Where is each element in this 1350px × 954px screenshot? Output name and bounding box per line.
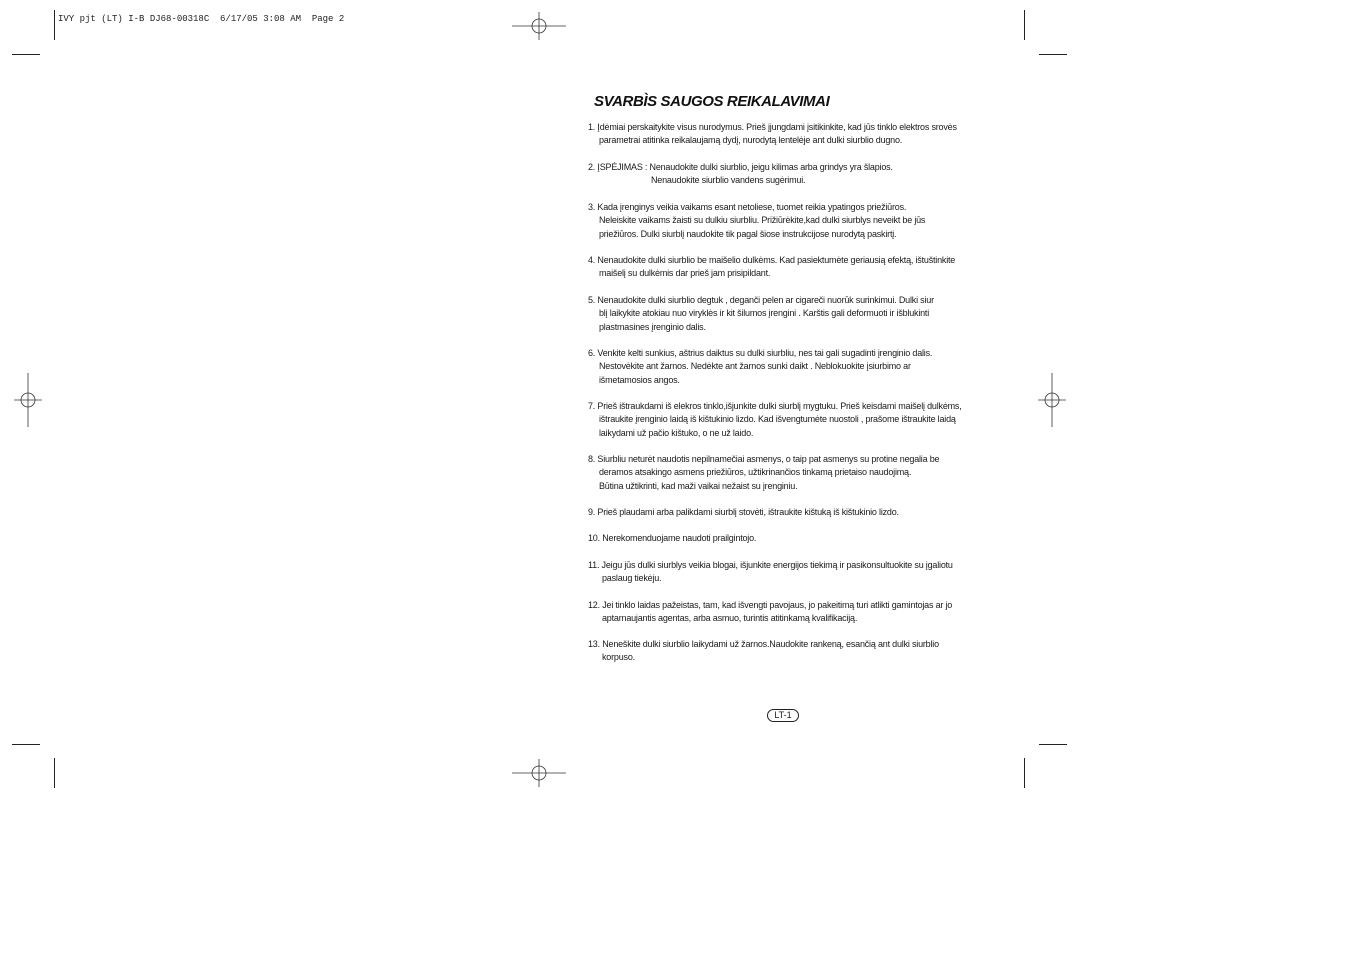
item-line: išmetamosios angos. — [599, 374, 680, 385]
list-item — [588, 294, 934, 334]
item-line: paslaug tiekėju. — [602, 573, 662, 584]
list-item — [588, 400, 962, 440]
list-item — [588, 121, 957, 148]
list-item — [588, 453, 939, 493]
list-item — [588, 638, 939, 665]
item-line: laikydami už pačio kištuko, o ne už laido. — [599, 427, 754, 438]
list-item — [588, 254, 955, 281]
item-line: 13. Neneškite dulki siurblio laikydami už žarnos.Naudokite rankeną, esančią ant dulki siurblio — [588, 639, 939, 649]
crop-mark-bottom-right-h — [1039, 744, 1067, 745]
item-line: 4. Nenaudokite dulki siurblio be maišelio dulkėms. Kad pasiektumėte geriausią efektą, ištuštinkite — [588, 255, 956, 265]
item-line: blį laikykite atokiau nuo viryklės ir kit šilumos įrengini . Karštis gali deformuoti ir išblukinti — [599, 308, 930, 319]
item-line: priežiūros. Dulki siurblį naudokite tik pagal šiose instrukcijose nurodytą paskirtį. — [599, 228, 897, 239]
item-line: 6. Venkite kelti sunkius, aštrius daiktus su dulki siurbliu, nes tai gali sugadinti įrenginio dalis. — [588, 348, 933, 358]
list-item — [588, 559, 953, 586]
list-item — [588, 532, 756, 545]
item-line: Būtina užtikrinti, kad maži vaikai nežaist su įrenginiu. — [599, 480, 798, 491]
list-item — [588, 161, 893, 188]
registration-mark-top — [512, 12, 566, 40]
item-line: 10. Nerekomenduojame naudoti prailgintojo. — [588, 533, 757, 543]
item-line: ištraukite įrenginio laidą iš kištukinio lizdo. Kad išvengtumėte nuostoli , prašome ištraukite laidą — [599, 414, 956, 425]
item-line: 11. Jeigu jūs dulki siurblys veikia blogai, išjunkite energijos tiekimą ir pasikonsultuokite su įgaliotu — [588, 560, 953, 570]
item-line: 9. Prieš plaudami arba palikdami siurblį stovėti, ištraukite kištuką iš kištukinio lizdo. — [588, 507, 899, 517]
item-line: parametrai atitinka reikalaujamą dydį, nurodytą lentelėje ant dulki siurblio dugno. — [599, 135, 903, 146]
item-line: plastmasines įrenginio dalis. — [599, 321, 706, 332]
crop-mark-top-right-h — [1039, 54, 1067, 55]
item-line: Nestovėkite ant žarnos. Nedėkte ant žarnos sunki daikt . Neblokuokite įsiurbimo ar — [599, 361, 911, 372]
crop-mark-top-right-v — [1024, 10, 1025, 40]
crop-mark-top-left-v — [54, 10, 55, 40]
item-line: 12. Jei tinklo laidas pažeistas, tam, kad išvengti pavojaus, jo pakeitimą turi atlikti gamintojas ar jo — [588, 600, 953, 610]
item-line: Nenaudokite siurblio vandens sugėrimui. — [651, 175, 806, 186]
item-line: korpuso. — [602, 652, 635, 663]
item-line: 8. Siurbliu neturėt naudotis nepilnamečiai asmenys, o taip pat asmenys su protine negalia be — [588, 454, 940, 464]
item-line: deramos atsakingo asmens priežiūros, užtikrinančios tinkamą prietaiso naudojimą. — [599, 467, 912, 478]
list-item — [588, 347, 932, 387]
item-line: 2. ĮSPĖJIMAS : Nenaudokite dulki siurblio, jeigu kilimas arba grindys yra šlapios. — [588, 162, 893, 172]
page-number-badge: LT-1 — [767, 709, 799, 722]
crop-mark-bottom-left-v — [54, 758, 55, 788]
item-line: 5. Nenaudokite dulki siurblio degtuk , deganči pelen ar cigareči nuorūk surinkimui. Dulki siur — [588, 295, 934, 305]
crop-mark-bottom-left-h — [12, 744, 40, 745]
item-line: 7. Prieš ištraukdami iš elekros tinklo,išjunkite dulki siurblį mygtuku. Prieš keisdami maišelį dulkėms, — [588, 401, 962, 411]
list-item — [588, 599, 952, 626]
crop-mark-bottom-right-v — [1024, 758, 1025, 788]
item-line: aptarnaujantis agentas, arba asmuo, turintis atitinkamą kvalifikaciją. — [602, 613, 858, 624]
item-line: 3. Kada įrenginys veikia vaikams esant netoliese, tuomet reikia ypatingos priežiūros. — [588, 202, 907, 212]
crop-mark-top-left-h — [12, 54, 40, 55]
list-item — [588, 506, 899, 519]
registration-mark-right — [1038, 373, 1066, 427]
print-slug: IVY pjt (LT) I-B DJ68-00318C 6/17/05 3:08 AM Page 2 — [58, 14, 345, 24]
list-item — [588, 201, 925, 241]
item-line: Neleiskite vaikams žaisti su dulkiu siurbliu. Prižiūrėkite,kad dulki siurblys neveikt be jūs — [599, 215, 926, 226]
section-title: SVARBÌS SAUGOS REIKALAVIMAI — [594, 93, 830, 110]
registration-mark-bottom — [512, 759, 566, 787]
item-line: 1. Įdėmiai perskaitykite visus nurodymus. Prieš įjungdami įsitikinkite, kad jūs tinklo elektros srovės — [588, 122, 957, 132]
item-line: maišelį su dulkėmis dar prieš jam prisipildant. — [599, 268, 771, 279]
registration-mark-left — [14, 373, 42, 427]
